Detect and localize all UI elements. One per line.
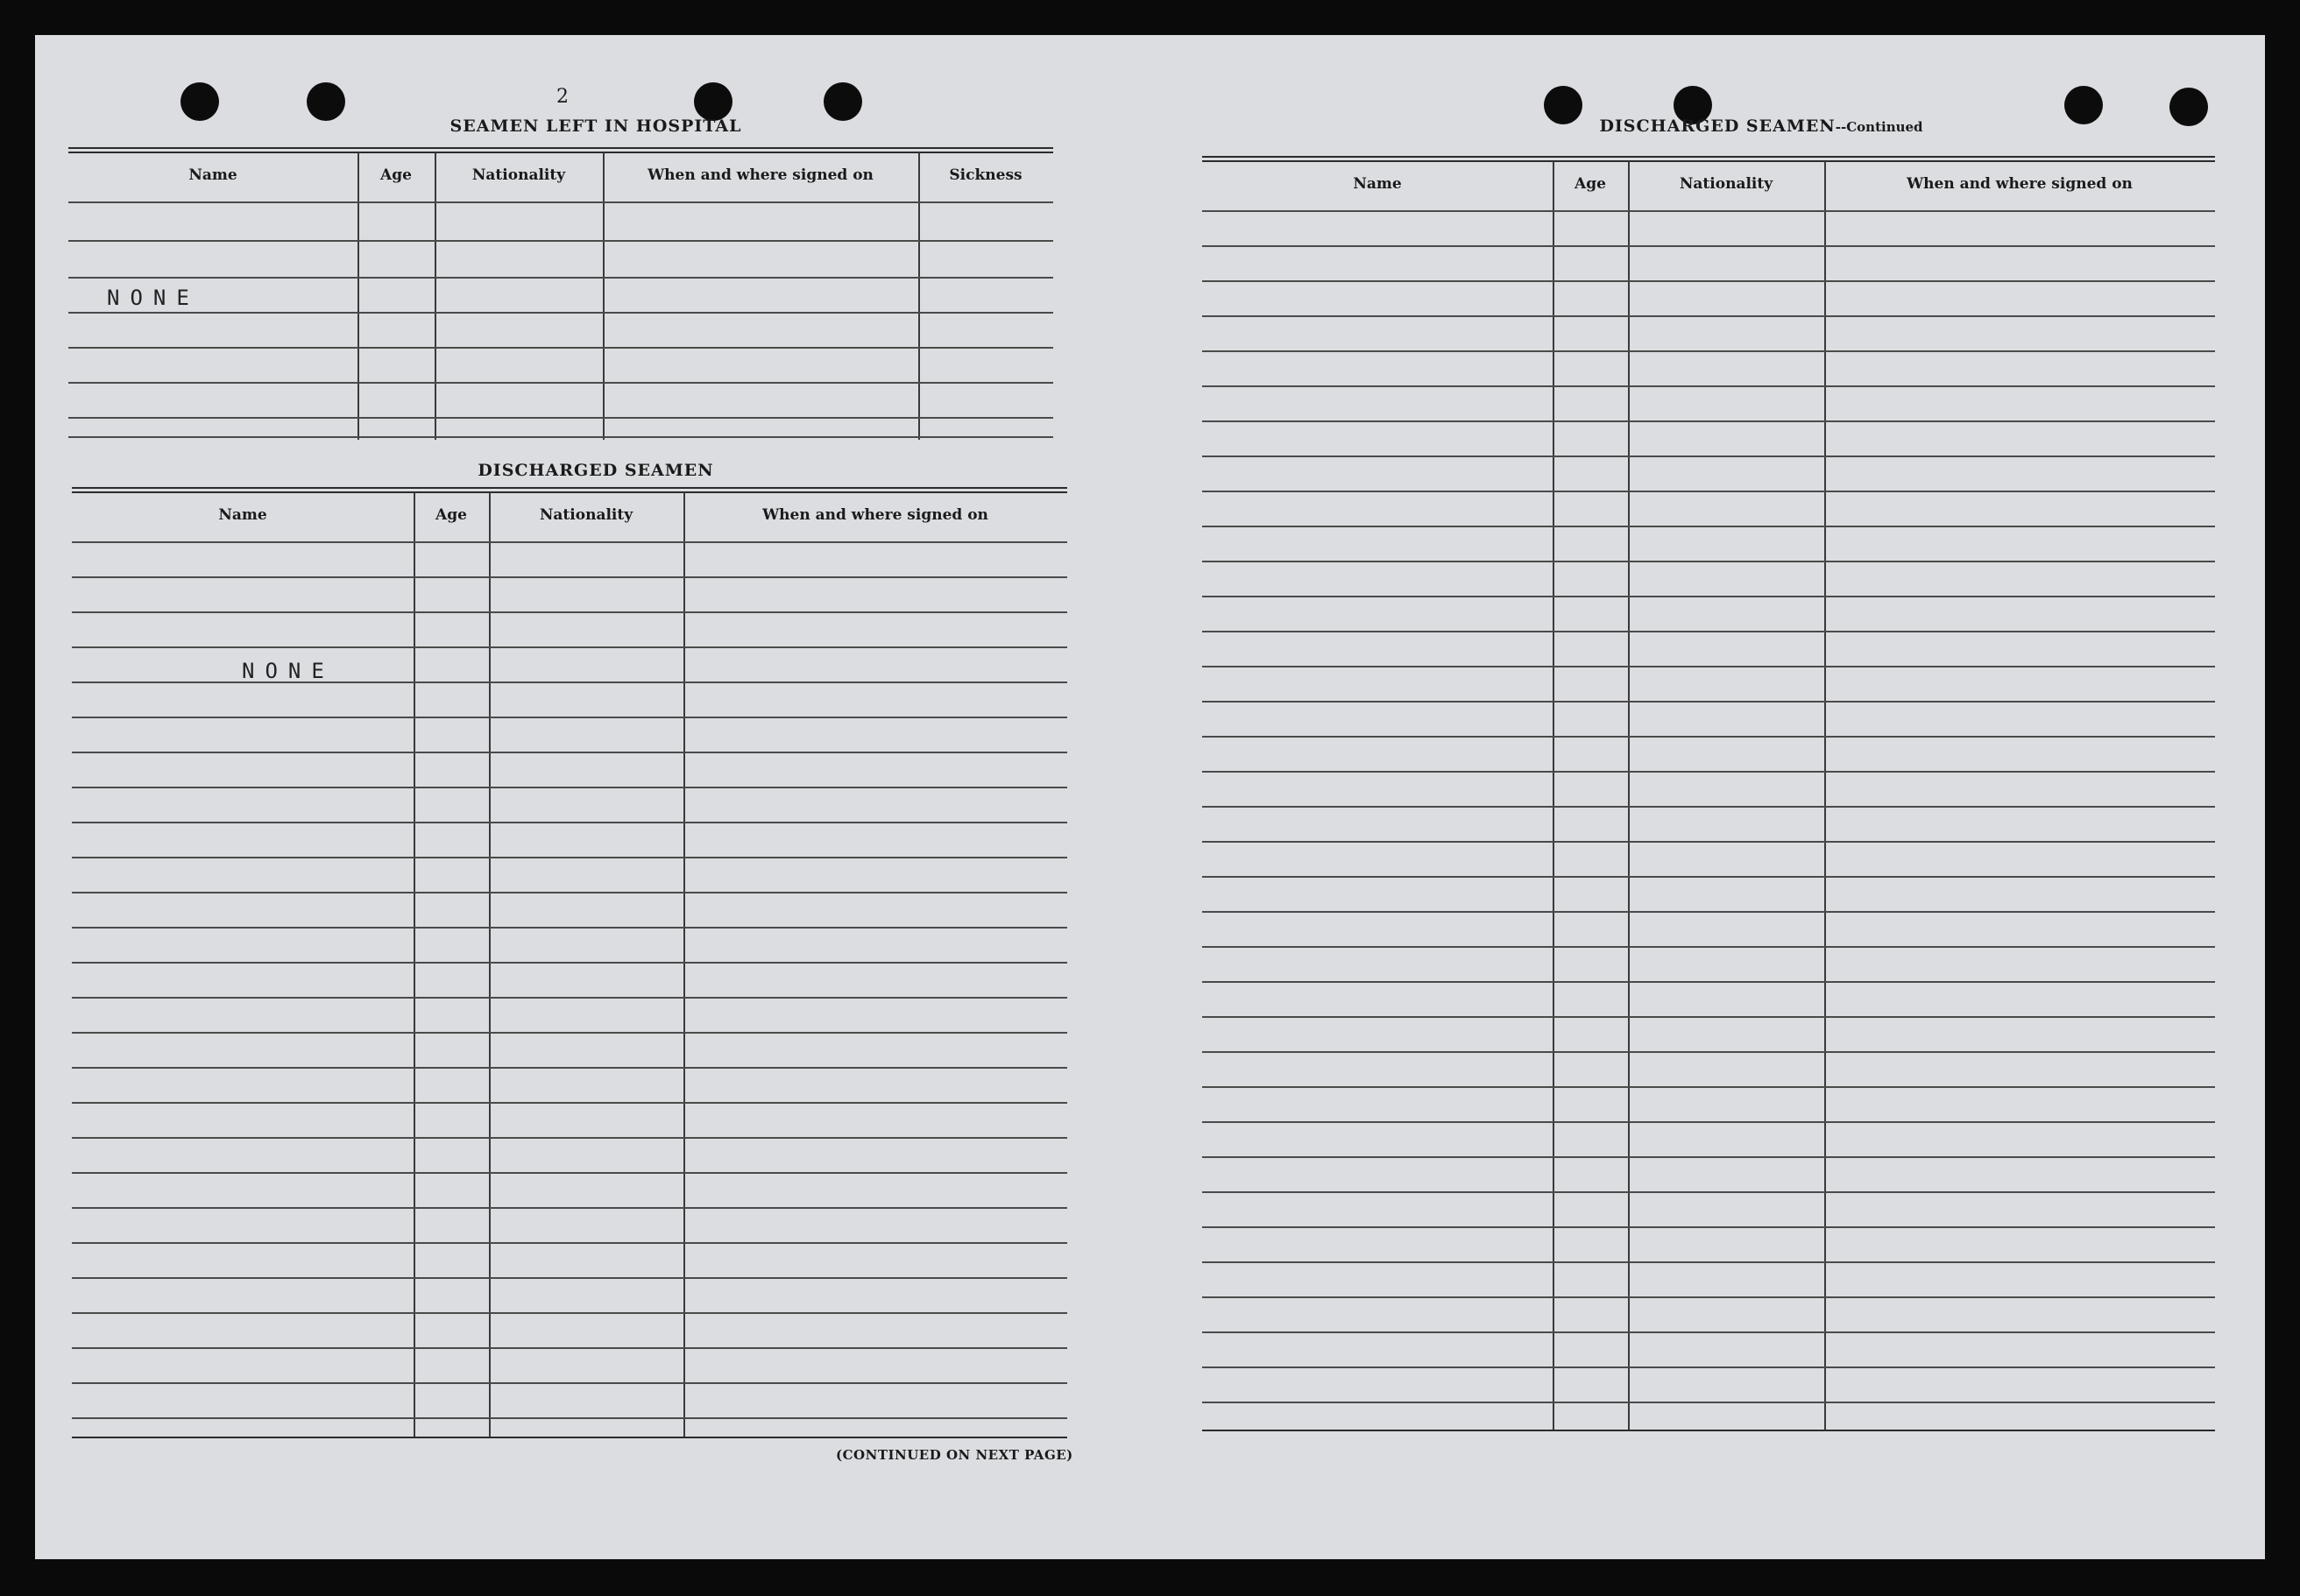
hospital-table [68, 147, 1053, 440]
right-header-name: Name [1353, 175, 1402, 193]
right-title-main: DISCHARGED SEAMEN [1599, 117, 1836, 136]
right-header-age: Age [1575, 175, 1606, 193]
punch-hole [824, 82, 862, 121]
punch-hole [180, 82, 219, 121]
punch-hole [694, 82, 732, 121]
right-section-title [1472, 117, 2050, 136]
discharged-continued-table [1202, 156, 2215, 1438]
discharged-header-name: Name [218, 506, 267, 524]
ledger-sheet [35, 35, 2265, 1559]
right-header-signed-on: When and where signed on [1907, 175, 2133, 193]
right-header-nationality: Nationality [1679, 175, 1773, 193]
hospital-header-age: Age [380, 166, 412, 184]
punch-hole [307, 82, 345, 121]
discharged-header-signed-on: When and where signed on [762, 506, 988, 524]
page-number: 2 [556, 86, 569, 108]
punch-hole [2169, 88, 2208, 126]
discharged-header-age: Age [435, 506, 467, 524]
hospital-header-sickness: Sickness [949, 166, 1023, 184]
hospital-entry-none: NONE [107, 286, 200, 310]
hospital-header-nationality: Nationality [471, 166, 566, 184]
discharged-entry-none: NONE [242, 659, 335, 683]
hospital-header-name: Name [188, 166, 237, 184]
right-title-suffix: --Continued [1835, 119, 1923, 135]
discharged-table [72, 487, 1067, 1442]
hospital-header-signed-on: When and where signed on [648, 166, 874, 184]
hospital-section-title: SEAMEN LEFT IN HOSPITAL [449, 117, 742, 136]
punch-hole [2064, 86, 2103, 124]
discharged-section-title: DISCHARGED SEAMEN [478, 461, 714, 480]
discharged-header-nationality: Nationality [539, 506, 633, 524]
continued-note: (CONTINUED ON NEXT PAGE) [836, 1447, 1073, 1463]
